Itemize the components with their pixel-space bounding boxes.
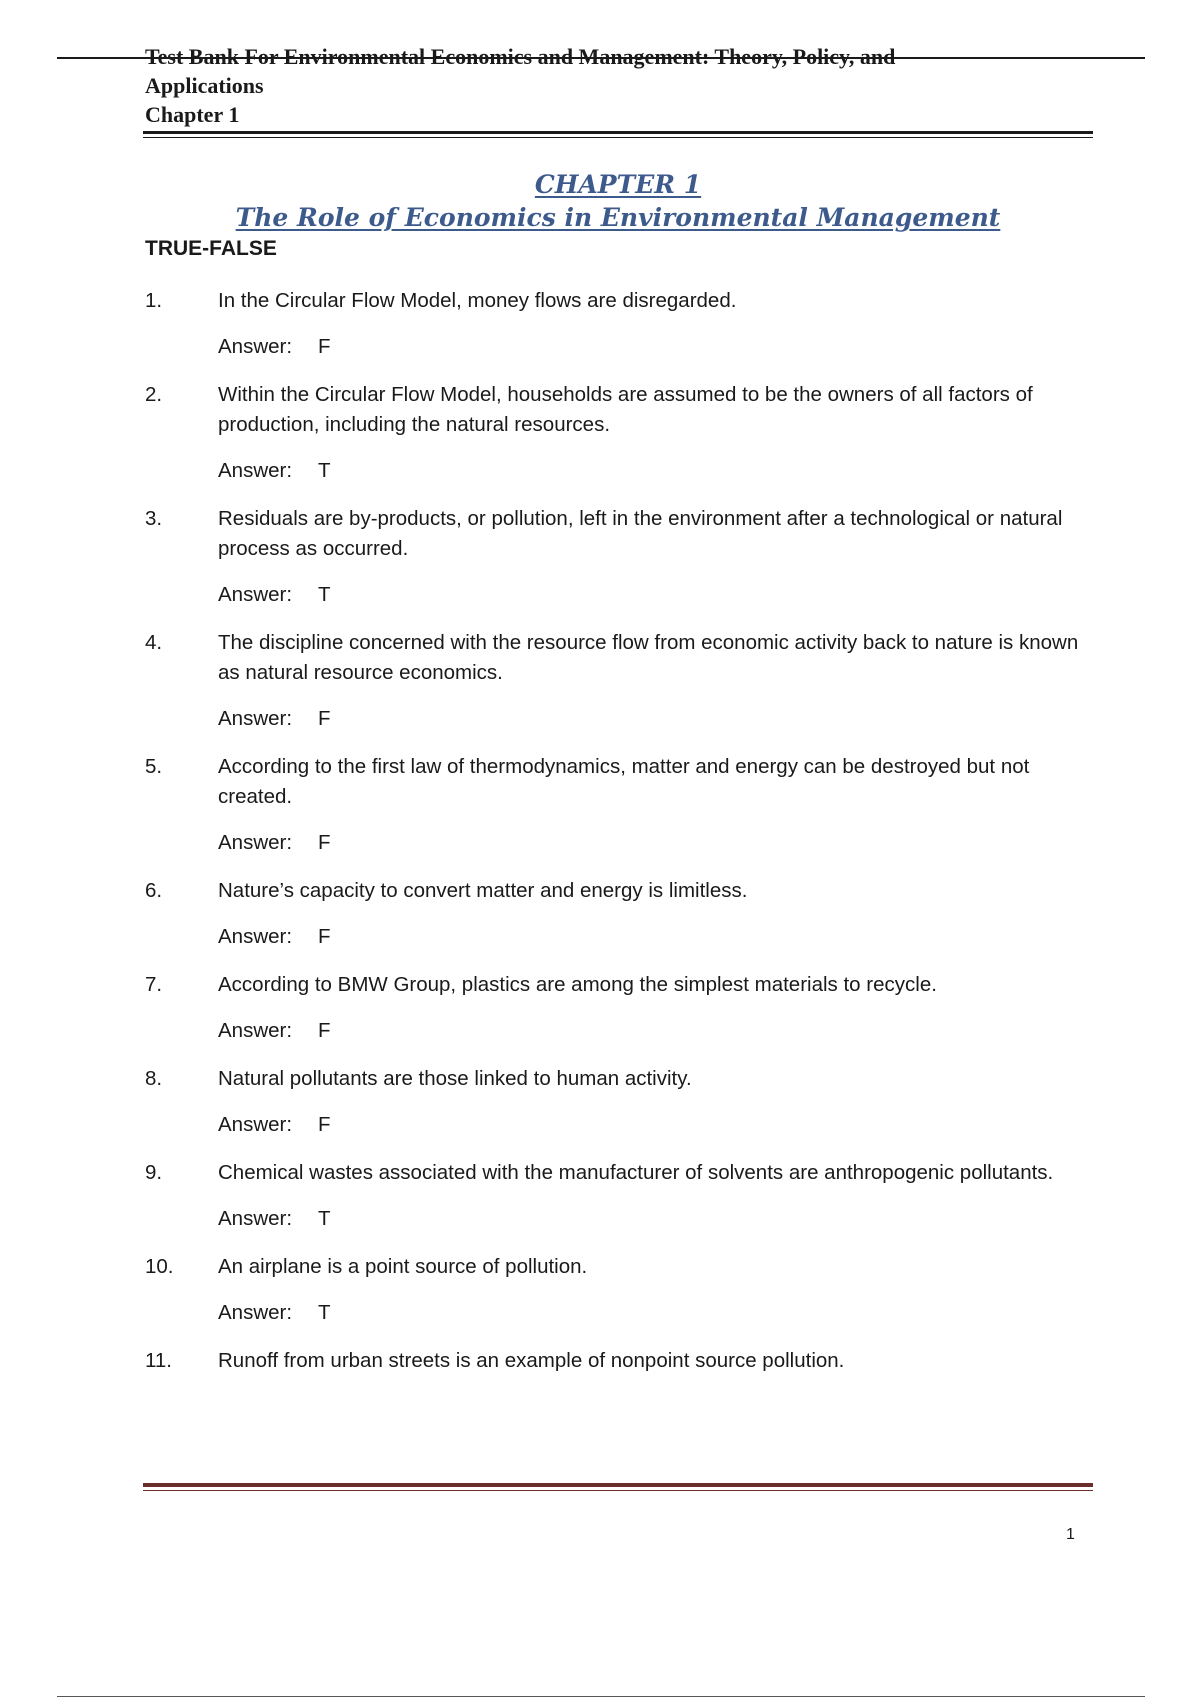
answer-value: T [318,1207,331,1230]
question-number: 11. [145,1349,172,1372]
question-item [145,1158,1095,1234]
question-text: Within the Circular Flow Model, households are assumed to be the owners of all factors of production, including the natural resources. [218,383,1033,436]
question-number: 8. [145,1067,163,1090]
answer-value: T [318,1301,331,1324]
question-text: An airplane is a point source of pollution. [218,1255,588,1278]
question-number: 7. [145,973,163,996]
answer-value: F [318,1113,331,1136]
question-number: 4. [145,631,163,654]
answer-label: Answer: [218,1019,293,1042]
answer-label: Answer: [218,1301,293,1324]
footer-double-rule [143,1483,1093,1491]
document-header [145,42,1095,129]
question-number: 1. [145,289,163,312]
answer-label: Answer: [218,831,293,854]
question-text: Chemical wastes associated with the manufacturer of solvents are anthropogenic pollutants. [218,1161,1054,1184]
question-item [145,628,1095,734]
chapter-number: CHAPTER 1 [534,170,702,199]
question-item [145,380,1095,486]
page-number: 1 [1066,1526,1075,1543]
question-text: In the Circular Flow Model, money flows are disregarded. [218,289,737,312]
question-item [145,1252,1095,1328]
question-answer [218,1298,1095,1328]
section-label: TRUE-FALSE [145,237,277,260]
answer-value: T [318,459,331,482]
answer-label: Answer: [218,1207,293,1230]
question-number: 3. [145,507,163,530]
question-text: Natural pollutants are those linked to human activity. [218,1067,692,1090]
question-item [145,876,1095,952]
question-answer [218,1110,1095,1140]
answer-value: T [318,583,331,606]
question-item [145,752,1095,858]
question-number: 9. [145,1161,163,1184]
question-text: Residuals are by-products, or pollution, left in the environment after a technological or natural process as occurred. [218,507,1063,560]
question-answer [218,332,1095,362]
question-answer [218,1204,1095,1234]
answer-label: Answer: [218,925,293,948]
question-text: According to the first law of thermodynamics, matter and energy can be destroyed but not created. [218,755,1030,808]
question-item [145,504,1095,610]
question-number: 2. [145,383,163,406]
answer-value: F [318,925,331,948]
question-answer [218,704,1095,734]
question-item [145,286,1095,362]
answer-label: Answer: [218,1113,293,1136]
header-chapter-line: Chapter 1 [145,102,240,127]
answer-value: F [318,707,331,730]
answer-value: F [318,1019,331,1042]
answer-label: Answer: [218,335,293,358]
header-double-rule [143,131,1093,138]
question-answer [218,922,1095,952]
question-text: The discipline concerned with the resource flow from economic activity back to nature is known as natural resource economics. [218,631,1079,684]
header-title-line-1: Test Bank For Environmental Economics and Management: Theory, Policy, and [145,44,896,69]
question-answer [218,1016,1095,1046]
question-answer [218,580,1095,610]
answer-value: F [318,335,331,358]
question-list [145,286,1095,1394]
question-number: 10. [145,1255,174,1278]
page-bottom-line [57,1696,1145,1697]
question-text: Nature’s capacity to convert matter and energy is limitless. [218,879,748,902]
question-text: According to BMW Group, plastics are among the simplest materials to recycle. [218,973,937,996]
question-answer [218,828,1095,858]
question-item [145,1064,1095,1140]
answer-label: Answer: [218,583,293,606]
question-item [145,1346,1095,1376]
question-number: 5. [145,755,163,778]
chapter-heading [143,168,1093,234]
question-item [145,970,1095,1046]
answer-value: F [318,831,331,854]
question-number: 6. [145,879,163,902]
question-answer [218,456,1095,486]
header-title-line-2: Applications [145,73,264,98]
chapter-title: The Role of Economics in Environmental Management [235,203,1001,232]
answer-label: Answer: [218,459,293,482]
question-text: Runoff from urban streets is an example of nonpoint source pollution. [218,1349,845,1372]
answer-label: Answer: [218,707,293,730]
